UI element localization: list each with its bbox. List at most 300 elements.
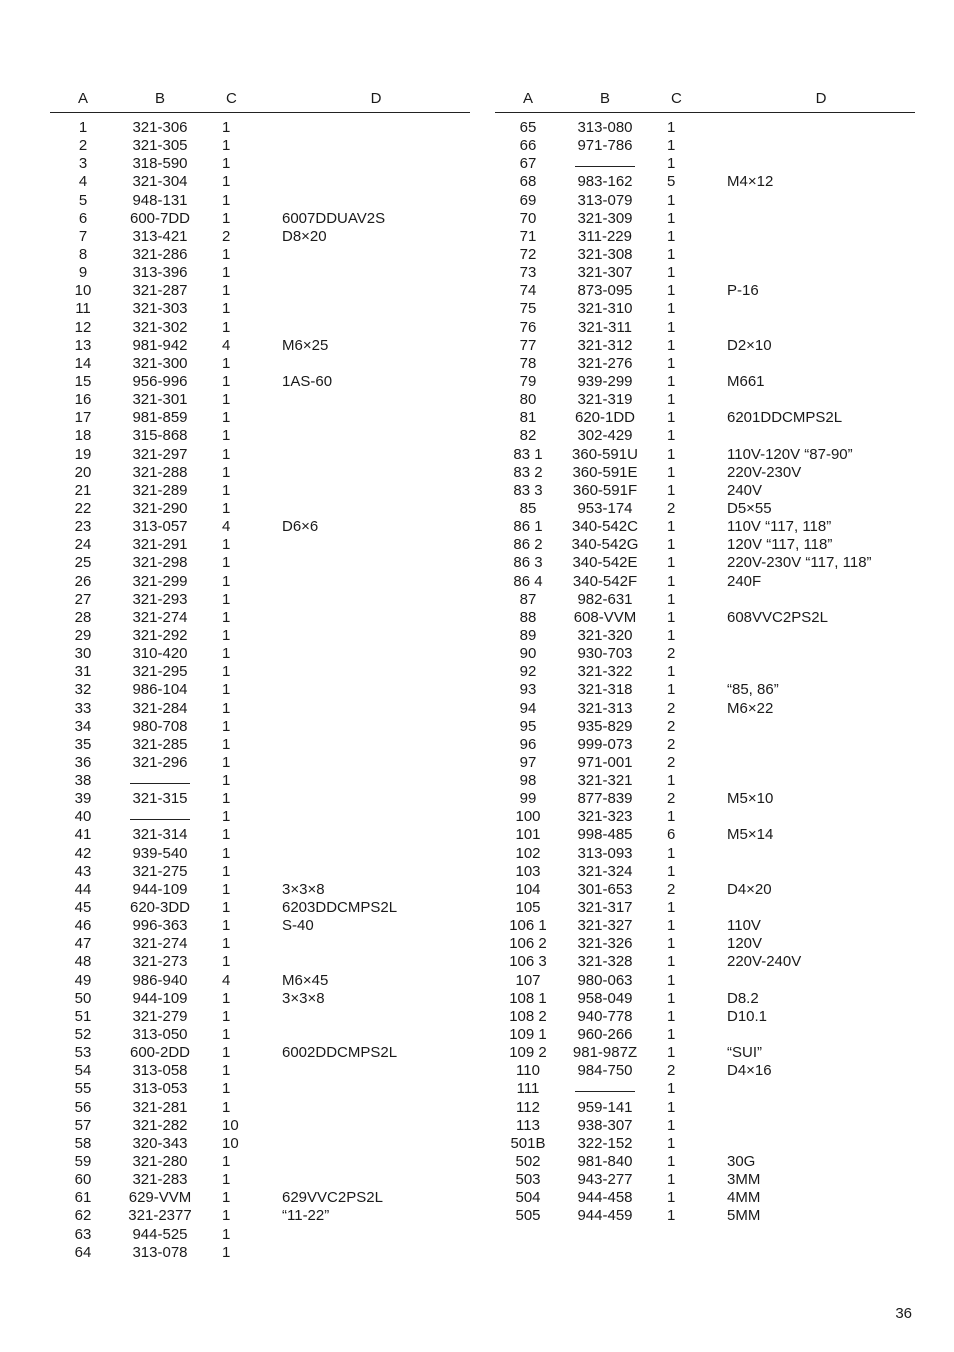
ref-no-cell: 77 [519, 336, 537, 354]
table-row [50, 1171, 470, 1189]
table-row [495, 1153, 915, 1171]
ref-no-cell: 103 [515, 862, 541, 880]
ref-no-cell: 53 [74, 1044, 92, 1062]
ref-no-cell: 78 [519, 354, 537, 372]
table-row [495, 427, 915, 445]
table-row [50, 990, 470, 1008]
part-no-cell: 315-868 [132, 427, 188, 445]
quantity-cell: 1 [222, 681, 231, 699]
description-cell: M6×45 [282, 971, 329, 989]
ref-no-cell: 107 [515, 971, 541, 989]
table-row [495, 845, 915, 863]
part-no-cell: 321-280 [132, 1153, 188, 1171]
table-row [50, 736, 470, 754]
ref-no-cell: 504 [515, 1189, 541, 1207]
ref-no-cell: 97 [519, 753, 537, 771]
table-row [495, 972, 915, 990]
table-row [50, 1008, 470, 1026]
table-row [495, 591, 915, 609]
part-no-cell: 321-303 [132, 300, 188, 318]
ref-no-cell: 87 [519, 590, 537, 608]
part-no-cell: 600-7DD [129, 209, 191, 227]
table-row [495, 337, 915, 355]
part-no-cell: 981-859 [132, 409, 188, 427]
ref-no-cell: 44 [74, 880, 92, 898]
part-no-cell: 321-298 [132, 554, 188, 572]
description-cell: 6007DDUAV2S [282, 209, 386, 227]
quantity-cell: 1 [222, 753, 231, 771]
table-row [495, 192, 915, 210]
ref-no-cell: 3 [78, 155, 88, 173]
quantity-cell: 1 [222, 989, 231, 1007]
quantity-cell: 1 [222, 862, 231, 880]
table-row [50, 1062, 470, 1080]
part-no-cell: 311-229 [578, 227, 632, 245]
quantity-cell: 1 [222, 209, 231, 227]
quantity-cell: 1 [222, 735, 231, 753]
table-row [495, 808, 915, 826]
part-no-cell: 321-287 [132, 282, 188, 300]
table-row [50, 609, 470, 627]
table-row [495, 373, 915, 391]
ref-no-cell: 109 1 [509, 1026, 547, 1044]
table-row [50, 228, 470, 246]
quantity-cell: 2 [667, 717, 676, 735]
ref-no-cell: 6 [78, 209, 88, 227]
description-cell: 4MM [727, 1189, 761, 1207]
quantity-cell: 1 [222, 264, 231, 282]
part-no-cell: 971-001 [577, 753, 633, 771]
table-row [50, 953, 470, 971]
header-a: A [77, 90, 88, 107]
description-cell: M4×12 [727, 173, 774, 191]
table-row [495, 754, 915, 772]
part-no-cell: 321-300 [132, 354, 188, 372]
part-no-cell: 940-778 [577, 1007, 633, 1025]
table-row [50, 1099, 470, 1117]
part-no-cell: 321-302 [132, 318, 188, 336]
ref-no-cell: 505 [515, 1207, 541, 1225]
quantity-cell: 1 [222, 155, 231, 173]
quantity-cell: 4 [222, 336, 231, 354]
part-no-cell: 873-095 [577, 282, 633, 300]
quantity-cell: 1 [667, 372, 676, 390]
description-cell: D10.1 [727, 1007, 768, 1025]
table-row [50, 935, 470, 953]
quantity-cell: 1 [667, 626, 676, 644]
ref-no-cell: 109 2 [509, 1044, 547, 1062]
table-row [50, 1189, 470, 1207]
ref-no-cell: 55 [74, 1080, 92, 1098]
quantity-cell: 1 [667, 772, 676, 790]
ref-no-cell: 65 [519, 119, 537, 136]
ref-no-cell: 81 [519, 409, 537, 427]
table-row [495, 681, 915, 699]
quantity-cell: 1 [222, 191, 231, 209]
table-row [50, 627, 470, 645]
part-no-cell: 321-2377 [128, 1207, 192, 1225]
ref-no-cell: 25 [74, 554, 92, 572]
part-no-cell: 939-299 [577, 372, 633, 390]
ref-no-cell: 89 [519, 626, 537, 644]
ref-no-cell: 23 [74, 518, 92, 536]
ref-no-cell: 9 [78, 264, 88, 282]
table-row [495, 264, 915, 282]
quantity-cell: 1 [222, 899, 231, 917]
quantity-cell: 1 [222, 318, 231, 336]
part-no-cell [116, 772, 204, 790]
ref-no-cell: 108 2 [509, 1007, 547, 1025]
ref-no-cell: 90 [519, 645, 537, 663]
table-row [50, 681, 470, 699]
table-row [50, 845, 470, 863]
quantity-cell: 1 [667, 663, 676, 681]
quantity-cell: 1 [222, 354, 231, 372]
header-b: B [599, 90, 610, 107]
quantity-cell: 1 [667, 119, 676, 136]
part-no-cell: 321-285 [132, 735, 188, 753]
part-no-cell: 321-274 [132, 608, 188, 626]
part-no-cell: 321-276 [577, 354, 633, 372]
parts-table-left [50, 90, 470, 1262]
quantity-cell: 1 [222, 391, 231, 409]
quantity-cell: 10 [222, 1134, 239, 1152]
table-row [495, 1062, 915, 1080]
quantity-cell: 1 [222, 409, 231, 427]
ref-no-cell: 8 [78, 245, 88, 263]
table-row [495, 319, 915, 337]
part-no-cell: 360-591F [572, 481, 638, 499]
quantity-cell: 2 [667, 735, 676, 753]
table-header [50, 90, 470, 113]
quantity-cell: 1 [222, 935, 231, 953]
table-row [50, 518, 470, 536]
part-no-cell: 321-312 [577, 336, 633, 354]
part-no-cell: 320-343 [132, 1134, 188, 1152]
quantity-cell: 1 [667, 1098, 676, 1116]
quantity-cell: 1 [222, 173, 231, 191]
quantity-cell: 1 [667, 1171, 676, 1189]
ref-no-cell: 27 [74, 590, 92, 608]
ref-no-cell: 11 [75, 300, 91, 318]
table-row [495, 718, 915, 736]
ref-no-cell: 1 [78, 119, 88, 136]
part-no-cell: 608-VVM [573, 608, 637, 626]
description-cell: 6201DDCMPS2L [727, 409, 843, 427]
part-no-cell: 321-327 [577, 917, 633, 935]
table-row [50, 1207, 470, 1225]
quantity-cell: 1 [222, 844, 231, 862]
ref-no-cell: 45 [74, 899, 92, 917]
quantity-cell: 1 [222, 826, 231, 844]
ref-no-cell: 59 [74, 1153, 92, 1171]
description-cell: D8×20 [282, 227, 327, 245]
part-no-cell: 321-282 [132, 1116, 188, 1134]
ref-no-cell: 7 [78, 227, 88, 245]
ref-no-cell: 92 [519, 663, 537, 681]
description-cell: P-16 [727, 282, 759, 300]
ref-no-cell: 56 [74, 1098, 92, 1116]
part-no-cell: 999-073 [577, 735, 633, 753]
part-no-cell: 313-093 [577, 844, 633, 862]
quantity-cell: 1 [667, 264, 676, 282]
table-row [50, 373, 470, 391]
table-row [495, 155, 915, 173]
ref-no-cell: 18 [74, 427, 92, 445]
header-c: C [671, 90, 682, 107]
ref-no-cell: 48 [74, 953, 92, 971]
ref-no-cell: 82 [519, 427, 537, 445]
quantity-cell: 1 [222, 481, 231, 499]
quantity-cell: 2 [667, 1062, 676, 1080]
table-row [495, 300, 915, 318]
quantity-cell: 1 [667, 137, 676, 155]
part-no-cell: 877-839 [577, 790, 633, 808]
ref-no-cell: 96 [519, 735, 537, 753]
part-no-cell: 321-310 [577, 300, 633, 318]
ref-no-cell: 61 [74, 1189, 92, 1207]
table-body [50, 119, 470, 1262]
description-cell: 6002DDCMPS2L [282, 1044, 398, 1062]
table-row [50, 446, 470, 464]
table-row [50, 1244, 470, 1262]
table-row [50, 1080, 470, 1098]
description-cell: 3MM [727, 1171, 761, 1189]
table-row [50, 899, 470, 917]
table-row [50, 119, 470, 137]
ref-no-cell: 105 [515, 899, 541, 917]
table-row [50, 1153, 470, 1171]
header-a: A [522, 90, 533, 107]
part-no-cell: 321-306 [132, 119, 188, 136]
quantity-cell: 2 [222, 227, 231, 245]
description-cell: M661 [727, 372, 765, 390]
table-row [495, 826, 915, 844]
quantity-cell: 1 [222, 536, 231, 554]
table-row [495, 790, 915, 808]
table-row [495, 282, 915, 300]
ref-no-cell: 15 [74, 372, 92, 390]
part-no-cell: 340-542G [571, 536, 639, 554]
part-no-cell: 321-320 [577, 626, 633, 644]
quantity-cell: 2 [667, 880, 676, 898]
quantity-cell: 1 [222, 772, 231, 790]
ref-no-cell: 88 [519, 608, 537, 626]
description-cell: M6×22 [727, 699, 774, 717]
table-row [495, 119, 915, 137]
part-no-cell: 321-279 [132, 1007, 188, 1025]
ref-no-cell: 58 [74, 1134, 92, 1152]
quantity-cell: 1 [667, 844, 676, 862]
part-no-cell: 321-288 [132, 463, 188, 481]
quantity-cell: 2 [667, 645, 676, 663]
ref-no-cell: 50 [74, 989, 92, 1007]
part-no-cell: 321-324 [577, 862, 633, 880]
ref-no-cell: 20 [74, 463, 92, 481]
ref-no-cell: 28 [74, 608, 92, 626]
table-row [495, 355, 915, 373]
part-no-cell: 321-273 [132, 953, 188, 971]
part-no-cell: 360-591E [572, 463, 638, 481]
ref-no-cell: 33 [74, 699, 92, 717]
quantity-cell: 1 [222, 300, 231, 318]
ref-no-cell: 47 [74, 935, 92, 953]
part-no-cell: 321-307 [577, 264, 633, 282]
ref-no-cell: 19 [74, 445, 92, 463]
table-row [50, 337, 470, 355]
part-no-cell: 944-525 [132, 1225, 188, 1243]
quantity-cell: 1 [222, 608, 231, 626]
part-no-cell: 321-275 [132, 862, 188, 880]
quantity-cell: 10 [222, 1116, 239, 1134]
table-row [495, 663, 915, 681]
ref-no-cell: 501B [510, 1134, 546, 1152]
table-row [50, 790, 470, 808]
table-row [495, 1207, 915, 1225]
part-no-cell: 944-109 [132, 880, 188, 898]
part-no-cell: 996-363 [132, 917, 188, 935]
table-row [50, 863, 470, 881]
table-row [495, 1171, 915, 1189]
header-b: B [154, 90, 165, 107]
ref-no-cell: 72 [519, 245, 537, 263]
description-cell: M5×10 [727, 790, 774, 808]
description-cell: D4×20 [727, 880, 772, 898]
part-no-cell: 321-321 [577, 772, 633, 790]
ref-no-cell: 49 [74, 971, 92, 989]
part-no-cell: 321-315 [132, 790, 188, 808]
quantity-cell: 1 [667, 1080, 676, 1098]
table-row [50, 137, 470, 155]
ref-no-cell: 36 [74, 753, 92, 771]
table-row [495, 446, 915, 464]
ref-no-cell: 46 [74, 917, 92, 935]
part-no-cell: 983-162 [577, 173, 633, 191]
part-no-cell: 313-080 [577, 119, 633, 136]
quantity-cell: 1 [222, 953, 231, 971]
quantity-cell: 1 [667, 1134, 676, 1152]
quantity-cell: 1 [667, 1116, 676, 1134]
ref-no-cell: 71 [519, 227, 537, 245]
ref-no-cell: 86 3 [513, 554, 543, 572]
part-no-cell: 321-304 [132, 173, 188, 191]
quantity-cell: 1 [222, 1080, 231, 1098]
table-row [495, 1026, 915, 1044]
table-row [495, 990, 915, 1008]
table-row [50, 1117, 470, 1135]
description-cell: D2×10 [727, 336, 772, 354]
description-cell: 6203DDCMPS2L [282, 899, 398, 917]
ref-no-cell: 12 [74, 318, 92, 336]
part-no-cell: 986-104 [132, 681, 188, 699]
table-row [50, 554, 470, 572]
quantity-cell: 1 [667, 191, 676, 209]
description-cell: 629VVC2PS2L [282, 1189, 383, 1207]
table-row [50, 264, 470, 282]
quantity-cell: 1 [667, 590, 676, 608]
table-row [50, 173, 470, 191]
description-cell: M5×14 [727, 826, 774, 844]
table-row [495, 772, 915, 790]
part-no-cell: 321-328 [577, 953, 633, 971]
table-row [50, 573, 470, 591]
description-cell: 220V-240V [727, 953, 802, 971]
table-row [50, 427, 470, 445]
description-cell: “SUI” [727, 1044, 762, 1062]
table-row [495, 1080, 915, 1098]
part-no-cell: 935-829 [577, 717, 633, 735]
ref-no-cell: 106 1 [509, 917, 547, 935]
ref-no-cell: 68 [519, 173, 537, 191]
quantity-cell: 1 [222, 1171, 231, 1189]
quantity-cell: 1 [222, 645, 231, 663]
table-row [495, 645, 915, 663]
table-row [495, 246, 915, 264]
table-row [495, 935, 915, 953]
quantity-cell: 1 [222, 445, 231, 463]
table-row [495, 736, 915, 754]
quantity-cell: 2 [667, 699, 676, 717]
quantity-cell: 1 [667, 227, 676, 245]
table-row [50, 464, 470, 482]
part-no-cell: 321-326 [577, 935, 633, 953]
part-no-cell: 321-322 [577, 663, 633, 681]
part-no-cell: 340-542F [572, 572, 638, 590]
table-row [495, 228, 915, 246]
ref-no-cell: 503 [515, 1171, 541, 1189]
ref-no-cell: 69 [519, 191, 537, 209]
description-cell: 30G [727, 1153, 756, 1171]
ref-no-cell: 106 3 [509, 953, 547, 971]
ref-no-cell: 5 [78, 191, 88, 209]
quantity-cell: 1 [222, 463, 231, 481]
page-number: 36 [895, 1305, 912, 1322]
table-row [495, 210, 915, 228]
ref-no-cell: 111 [516, 1080, 540, 1098]
quantity-cell: 1 [667, 536, 676, 554]
part-no-cell: 313-079 [577, 191, 633, 209]
part-no-cell: 321-311 [578, 318, 632, 336]
part-no-cell: 981-942 [132, 336, 188, 354]
ref-no-cell: 502 [515, 1153, 541, 1171]
table-row [495, 899, 915, 917]
table-row [50, 391, 470, 409]
table-row [50, 645, 470, 663]
quantity-cell: 1 [667, 572, 676, 590]
quantity-cell: 2 [667, 753, 676, 771]
quantity-cell: 1 [222, 1225, 231, 1243]
part-no-cell [561, 1080, 649, 1098]
quantity-cell: 1 [222, 1207, 231, 1225]
part-no-cell: 944-109 [132, 989, 188, 1007]
part-no-cell: 980-708 [132, 717, 188, 735]
ref-no-cell: 108 1 [509, 989, 547, 1007]
part-no-cell [561, 155, 649, 173]
quantity-cell: 1 [667, 862, 676, 880]
table-row [495, 1099, 915, 1117]
quantity-cell: 1 [222, 1243, 231, 1261]
dash-placeholder [575, 1091, 635, 1092]
quantity-cell: 1 [667, 953, 676, 971]
dash-placeholder [130, 819, 190, 820]
table-row [495, 500, 915, 518]
quantity-cell: 1 [222, 245, 231, 263]
ref-no-cell: 100 [515, 808, 541, 826]
quantity-cell: 1 [667, 989, 676, 1007]
part-no-cell: 313-053 [132, 1080, 188, 1098]
part-no-cell: 620-3DD [129, 899, 191, 917]
part-no-cell: 340-542C [572, 518, 638, 536]
